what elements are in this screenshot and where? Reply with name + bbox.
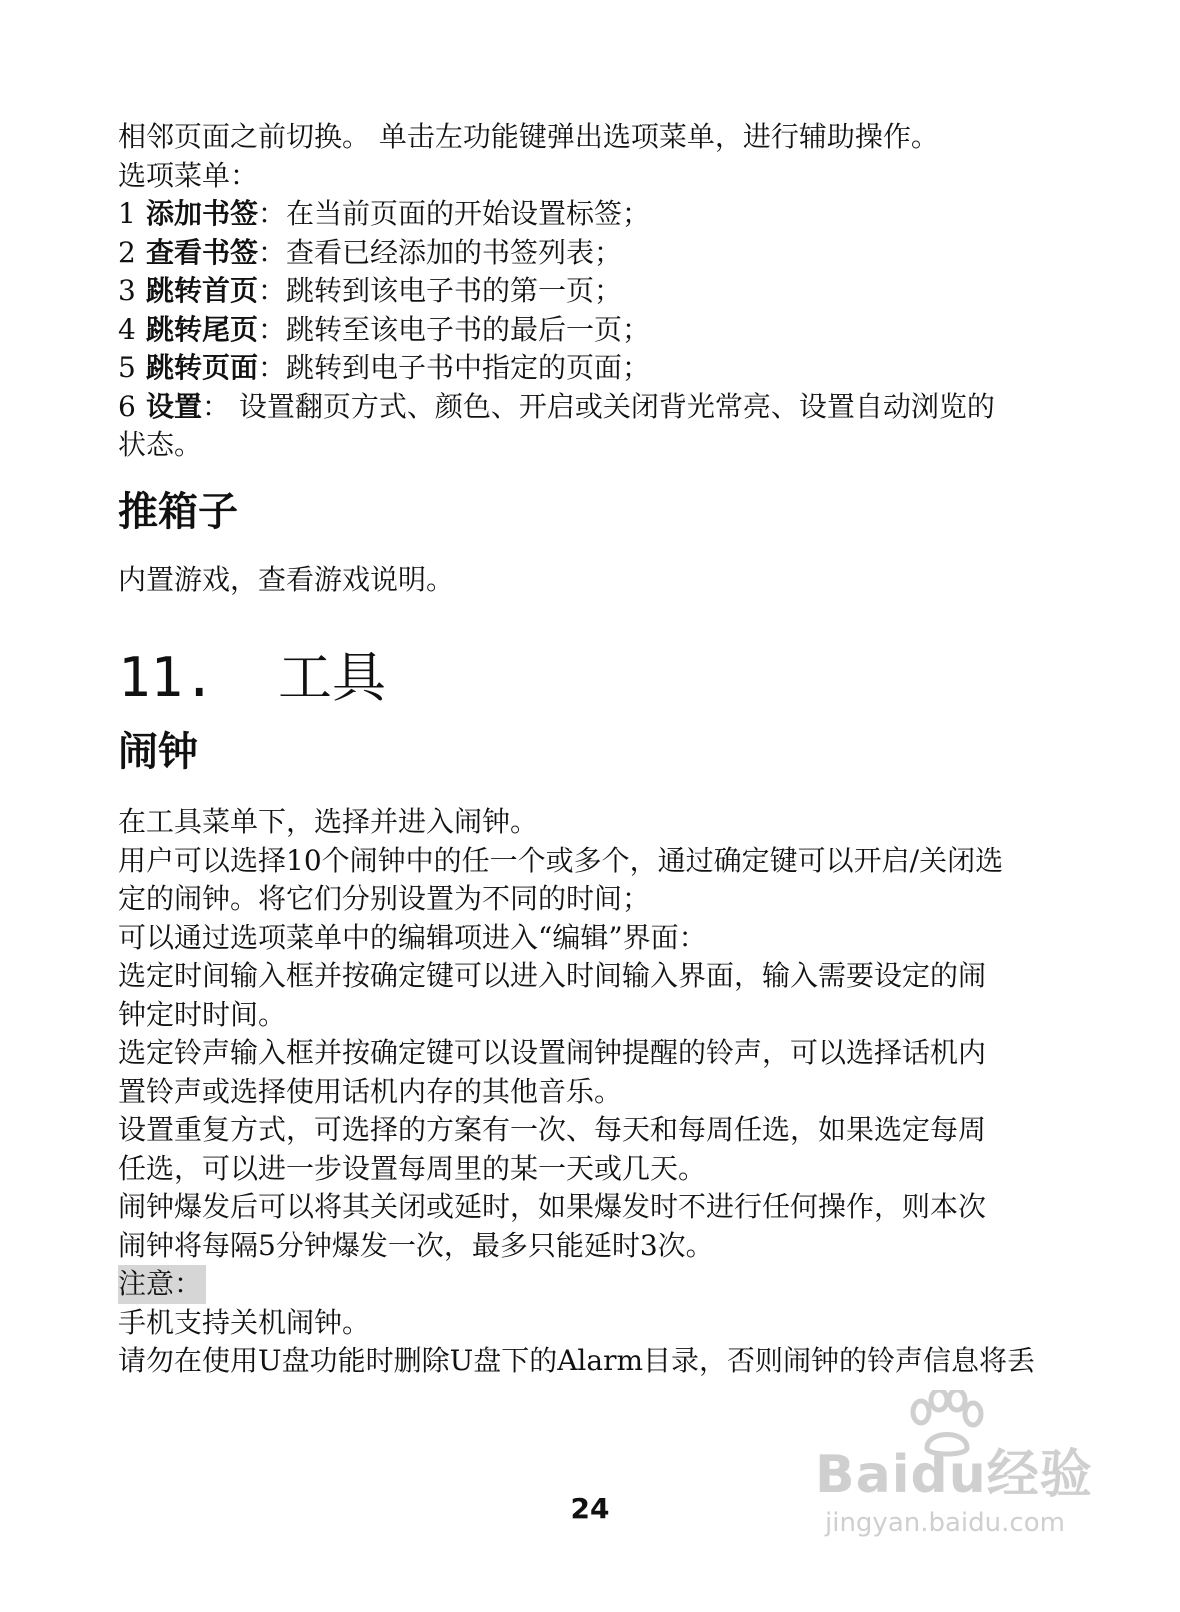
section-heading-push-box: 推箱子: [118, 488, 238, 535]
option-number: 6: [118, 389, 136, 423]
alarm-line: 选定铃声输入框并按确定键可以设置闹钟提醒的铃声，可以选择话机内: [118, 1036, 987, 1069]
chapter-number: 11.: [118, 646, 216, 709]
option-item-settings: [118, 388, 1078, 427]
chapter-heading: [118, 643, 1078, 713]
push-box-description: 内置游戏，查看游戏说明。: [118, 562, 455, 596]
alarm-line: 可以通过选项菜单中的编辑项进入“编辑”界面：: [118, 920, 707, 954]
section-heading-alarm: 闹钟: [118, 729, 198, 775]
note-line: 请勿在使用U盘功能时删除U盘下的Alarm目录，否则闹钟的铃声信息将丢: [118, 1344, 1036, 1377]
watermark-url: jingyan.baidu.com: [825, 1508, 1065, 1538]
option-description: ：查看已经添加的书签列表；: [258, 235, 623, 269]
intro-paragraph: 相邻页面之前切换。 单击左功能键弹出选项菜单，进行辅助操作。: [118, 120, 939, 153]
option-description: ：在当前页面的开始设置标签；: [258, 197, 651, 230]
option-description: ：跳转到电子书中指定的页面；: [258, 351, 651, 384]
alarm-line: 在工具菜单下，选择并进入闹钟。: [118, 805, 539, 838]
watermark-logo-text: Baidu经验: [815, 1445, 1093, 1505]
alarm-line: 置铃声或选择使用话机内存的其他音乐。: [118, 1074, 623, 1108]
document-page: [118, 118, 1078, 1381]
alarm-line: 定的闹钟。将它们分别设置为不同的时间；: [118, 882, 651, 915]
option-term: 查看书签: [146, 235, 259, 269]
alarm-line: 闹钟爆发后可以将其关闭或延时，如果爆发时不进行任何操作，则本次: [118, 1190, 987, 1223]
alarm-line: 任选，可以进一步设置每周里的某一天或几天。: [118, 1151, 707, 1185]
option-description: ： 设置翻页方式、颜色、开启或关闭背光常亮、设置自动浏览的: [202, 389, 995, 423]
option-term: 设置: [146, 389, 203, 423]
note-line: 手机支持关机闹钟。: [118, 1305, 371, 1339]
option-item-settings-continued: 状态。: [118, 428, 203, 461]
option-item-jump-page: [118, 349, 1078, 388]
page-number: 24: [570, 1492, 610, 1525]
alarm-section-body: [118, 803, 1078, 1381]
chapter-title: 工具: [278, 646, 386, 709]
alarm-line: 选定时间输入框并按确定键可以进入时间输入界面，输入需要设定的闹: [118, 959, 987, 992]
option-number: 4: [118, 312, 136, 346]
baidu-jingyan-watermark: [815, 1390, 1093, 1590]
option-item-jump-last: [118, 311, 1078, 350]
alarm-line: 用户可以选择10个闹钟中的任一个或多个，通过确定键可以开启/关闭选: [118, 843, 1004, 877]
option-term: 跳转首页: [146, 274, 259, 307]
option-item-jump-first: [118, 272, 1078, 311]
alarm-line: 设置重复方式，可选择的方案有一次、每天和每周任选，如果选定每周: [118, 1113, 987, 1146]
option-number: 3: [118, 274, 136, 307]
note-label: 注意：: [118, 1265, 206, 1304]
options-menu-label: 选项菜单：: [118, 158, 259, 192]
note-row: [118, 1265, 1078, 1304]
option-number: 2: [118, 235, 136, 269]
option-term: 跳转页面: [146, 351, 259, 384]
alarm-line: 钟定时时间。: [118, 997, 287, 1031]
option-term: 添加书签: [146, 197, 259, 230]
option-number: 1: [118, 197, 136, 230]
option-term: 跳转尾页: [146, 312, 259, 346]
alarm-line: 闹钟将每隔5分钟爆发一次，最多只能延时3次。: [118, 1228, 714, 1262]
option-item-add-bookmark: [118, 195, 1078, 234]
option-description: ：跳转至该电子书的最后一页；: [258, 312, 651, 346]
option-number: 5: [118, 351, 136, 384]
option-item-view-bookmark: [118, 234, 1078, 273]
option-description: ：跳转到该电子书的第一页；: [258, 274, 623, 307]
